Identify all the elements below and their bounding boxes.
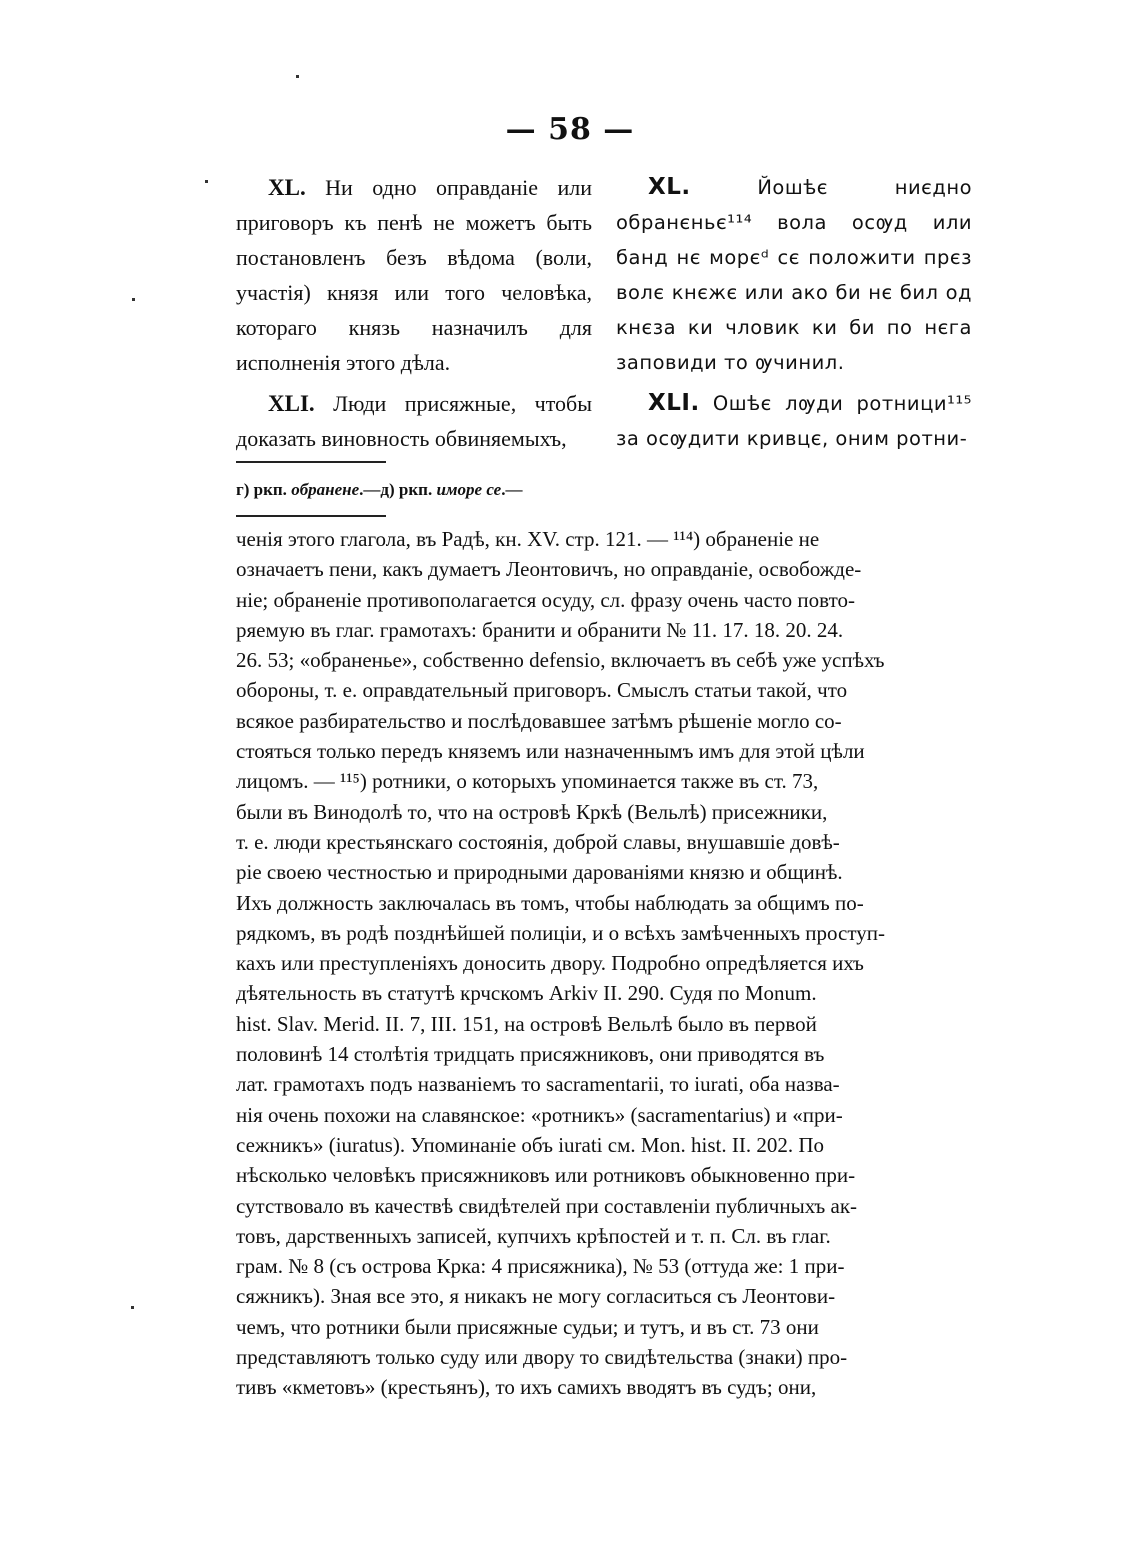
footnote-divider [236, 461, 386, 463]
note-line: ніе; обраненіе противополагается осуду, сл. фразу очень часто повто- [236, 587, 855, 612]
note-line: нѣсколько человѣкъ присяжниковъ или ротниковъ обыкновенно при- [236, 1163, 856, 1188]
note-line: чемъ, что ротники были присяжные судьи; и тутъ, и въ ст. 73 они [236, 1314, 819, 1339]
variant-label: ркп. [398, 480, 433, 499]
note-line: ченія этого глагола, въ Радѣ, кн. XV. стр. 121. — ¹¹⁴) обраненіе не [236, 527, 820, 551]
scan-speck [132, 298, 135, 301]
note-line: грам. № 8 (съ острова Крка: 4 присяжника), № 53 (оттуда же: 1 при- [236, 1254, 845, 1279]
note-line: дѣятельность въ статутѣ крчскомъ Arkiv II. 290. Судя по Monum. [236, 981, 817, 1006]
note-line: кахъ или преступленіяхъ доносить двору. Подробно опредѣляется ихъ [236, 951, 864, 976]
article-40-original [616, 170, 972, 380]
parallel-text [236, 170, 978, 450]
note-line: лат. грамотахъ подъ названіемъ то sacramentarii, то iurati, оба назва- [236, 1072, 840, 1097]
scan-speck [296, 75, 299, 78]
page-number: — 58 — [505, 112, 635, 147]
note-line: стояться только передъ княземъ или назначеннымъ имъ для этой цѣли [236, 739, 865, 764]
scan-speck [205, 180, 208, 183]
variant-separator: .— [501, 480, 523, 499]
note-line: означаетъ пени, какъ думаетъ Леонтовичъ, но оправданіе, освобожде- [236, 557, 862, 582]
article-text: Ни одно оправданіе или приговоръ къ пенѣ не можетъ быть постановленъ безъ вѣдома (воли, участія) князя или того человѣка, котораго князь назначилъ для исполненія этого дѣла. [236, 175, 592, 375]
scan-speck [131, 1306, 134, 1309]
note-line: Ихъ должность заключалась въ томъ, чтобы наблюдать за общимъ по- [236, 890, 864, 915]
article-numeral: XLI. [648, 390, 700, 416]
note-line: всякое разбирательство и послѣдовавшее затѣмъ рѣшеніе могло со- [236, 708, 842, 733]
variant-reading: обранене [291, 480, 360, 499]
commentary-notes [236, 524, 978, 1403]
note-line: hist. Slav. Merid. II. 7, III. 151, на островѣ Вельлѣ было въ первой [236, 1011, 817, 1036]
article-41-russian [236, 386, 592, 456]
note-line: сяжникъ). Зная все это, я никакъ не могу согласиться съ Леонтови- [236, 1284, 836, 1309]
note-line: сутствовало въ качествѣ свидѣтелей при составленіи публичныхъ ак- [236, 1193, 858, 1218]
russian-translation-column [236, 170, 592, 462]
note-line: представляютъ только суду или двору то свидѣтельства (знаки) про- [236, 1345, 848, 1370]
variant-reading: иморе се [436, 480, 502, 499]
article-41-original [616, 386, 972, 456]
note-line: были въ Винодолѣ то, что на островѣ Кркѣ (Вельлѣ) присежники, [236, 799, 828, 824]
note-line: 26. 53; «обраненье», собственно defensio, включаетъ въ себѣ уже успѣхъ [236, 648, 885, 673]
article-numeral: XL. [268, 175, 306, 200]
note-line: сежникъ» (iuratus). Упоминаніе объ iurati см. Mon. hist. II. 202. По [236, 1132, 825, 1157]
note-line: ряемую въ глаг. грамотахъ: бранити и обранити № 11. 17. 18. 20. 24. [236, 617, 844, 642]
glagolitic-transcription-column [616, 170, 972, 462]
variant-label: ркп. [253, 480, 287, 499]
article-numeral: XLI. [268, 391, 315, 416]
note-line: тивъ «кметовъ» (крестьянъ), то ихъ самихъ вводятъ въ судъ; они, [236, 1375, 817, 1400]
note-line: лицомъ. — ¹¹⁵) ротники, о которыхъ упоминается также въ ст. 73, [236, 769, 819, 794]
note-line: т. е. люди крестьянскаго состоянія, доброй славы, внушавшіе довѣ- [236, 829, 840, 854]
note-line: товъ, дарственныхъ записей, купчихъ крѣпостей и т. п. Сл. въ глаг. [236, 1223, 831, 1248]
article-40-russian [236, 170, 592, 380]
note-line: обороны, т. е. оправдательный приговоръ. Смыслъ статьи такой, что [236, 678, 848, 703]
article-text: Ошѣє лѹди ротници¹¹⁵ за осѹдити кривцє, оним ротни- [616, 392, 973, 450]
note-line: половинѣ 14 столѣтія тридцать присяжниковъ, они приводятся въ [236, 1042, 825, 1067]
variant-separator: .— [359, 480, 381, 499]
article-numeral: XL. [648, 174, 691, 200]
note-line: нія очень похожи на славянское: «ротникъ» (sacramentarius) и «при- [236, 1102, 843, 1127]
variant-mark: г) [236, 480, 250, 499]
note-line: рядкомъ, въ родѣ позднѣйшей полиціи, и о всѣхъ замѣченныхъ проступ- [236, 920, 886, 945]
article-text: Люди присяжные, чтобы доказать виновность обвиняемыхъ, [236, 391, 592, 451]
footnote-divider [236, 515, 386, 517]
article-text: Йошѣє ниєдно обранєньє¹¹⁴ вола осѹд или банд нє морєᵈ сє положити прєз волє кнєжє или ако би нє бил од кнєза ки чловик ки би по нєга заповиди то ѹчинил. [616, 176, 972, 374]
variant-mark: д) [380, 480, 395, 499]
note-line: ріе своею честностью и природными дарованіями князю и общинѣ. [236, 860, 843, 885]
variant-readings [236, 478, 522, 502]
